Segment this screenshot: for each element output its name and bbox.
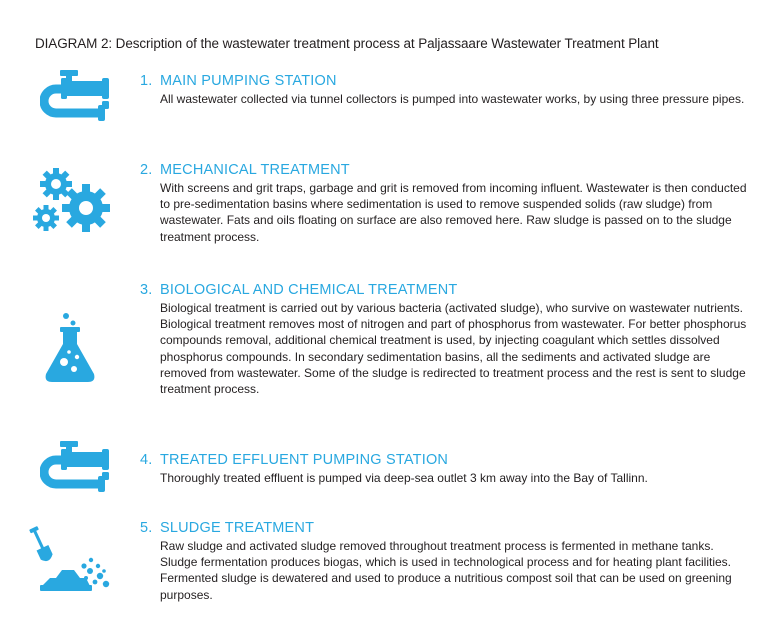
step-heading: TREATED EFFLUENT PUMPING STATION bbox=[160, 452, 449, 468]
step-heading: MAIN PUMPING STATION bbox=[160, 73, 337, 89]
step-heading: BIOLOGICAL AND CHEMICAL TREATMENT bbox=[160, 282, 458, 298]
step-description: Biological treatment is carried out by various bacteria (activated sludge), who survive on wastewater nutrients. Biological treatment removes most of nitrogen and part of phosphorus from wastewater. For better phosphorus compounds removal, additional chemical treatment is used, by injecting coagulant which settles dissolved phosphorus compounds. In secondary sedimentation basins, all the sediments and activated sludge are removed from wastewater. Some of the sludge is redirected to treatment process and the rest is sent to sludge treatment process. bbox=[160, 301, 747, 397]
pipe-faucet-icon bbox=[40, 69, 112, 129]
step-number: 3. bbox=[140, 282, 153, 298]
step-number: 1. bbox=[140, 73, 153, 89]
step-heading: SLUDGE TREATMENT bbox=[160, 520, 315, 536]
flask-icon bbox=[42, 312, 98, 384]
step-description: All wastewater collected via tunnel collectors is pumped into wastewater works, by using three pressure pipes. bbox=[160, 92, 745, 106]
step-number: 4. bbox=[140, 452, 153, 468]
step-heading: MECHANICAL TREATMENT bbox=[160, 162, 350, 178]
step-number: 5. bbox=[140, 520, 153, 536]
shovel-pile-icon bbox=[28, 526, 114, 598]
gears-icon bbox=[32, 166, 112, 240]
step-number: 2. bbox=[140, 162, 153, 178]
diagram-title: DIAGRAM 2: Description of the wastewater treatment process at Paljassaare Wastewater Treatment Plant bbox=[35, 36, 659, 51]
pipe-faucet-icon bbox=[40, 440, 112, 500]
step-description: Raw sludge and activated sludge removed throughout treatment process is fermented in methane tanks. Sludge fermentation produces biogas, which is used in technological process and for heating plant facilities. Fermented sludge is dewatered and used to produce a nutritious compost soil that can be used on greening purposes. bbox=[160, 539, 732, 602]
step-description: With screens and grit traps, garbage and grit is removed from incoming influent. Wastewater is then conducted to pre-sedimentation basins where sedimentation is used to remove suspended solids (raw sludge) from wastewater. Fats and oils floating on surface are also removed here. Raw sludge is passed on to the sludge treatment process. bbox=[160, 181, 747, 244]
step-description: Thoroughly treated effluent is pumped via deep-sea outlet 3 km away into the Bay of Tallinn. bbox=[160, 471, 648, 485]
